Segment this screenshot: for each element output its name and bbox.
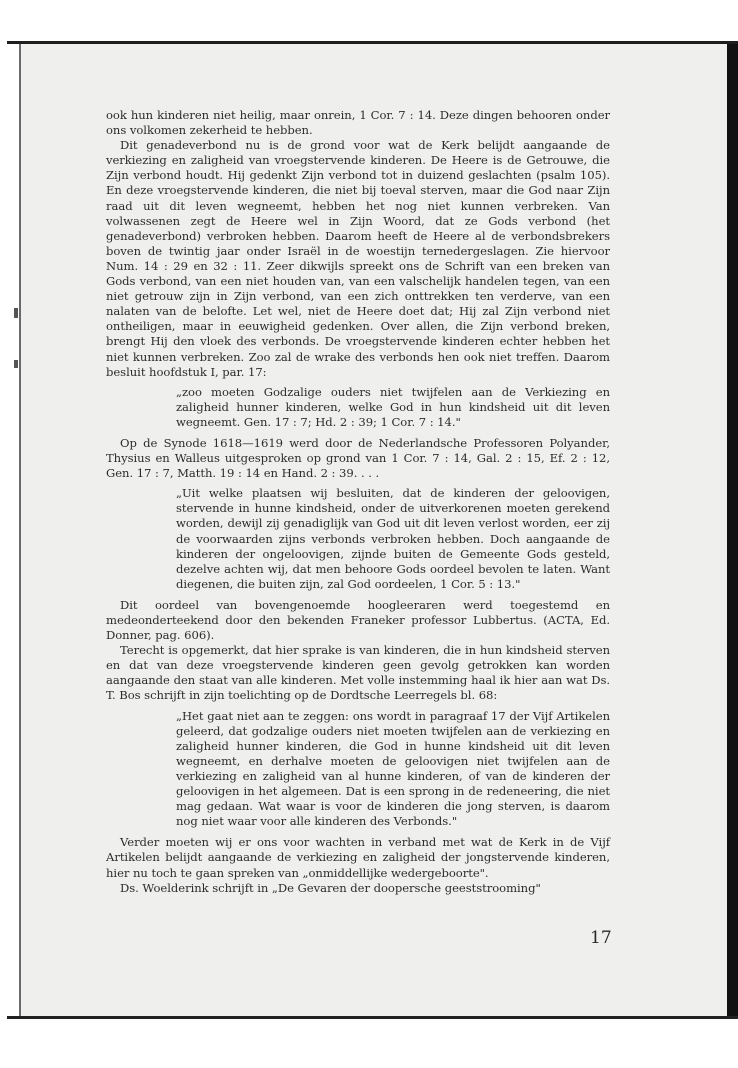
block-quote: „Het gaat niet aan te zeggen: ons wordt in paragraaf 17 der Vijf Artikelen geleerd, dat godzalige ouders niet moeten twijfelen aan de verkiezing en zaligheid hunner kinderen, die God in hunne kindsheid uit dit leven wegneemt, en derhalve moeten de geloovigen niet twijfelen aan de verkiezing en zaligheid van al hunne kinderen, of van de kinderen der geloovigen in het algemeen. Dat is een sprong in de redeneering, die niet mag gedaan. Wat waar is voor de kinderen die jong sterven, is daarom nog niet waar voor alle kinderen des Verbonds." [176,708,610,829]
block-quote: „Uit welke plaatsen wij besluiten, dat de kinderen der geloovigen, stervende in hunne kindsheid, onder de uitverkorenen moeten gerekend worden, dewijl zij genadiglijk van God uit dit leven verlost worden, eer zij de voorwaarden zijns verbonds verbroken hebben. Doch aangaande de kinderen der ongeloovigen, zijnde buiten de Gemeente Gods gesteld, dezelve achten wij, dat men behoore Gods oordeel bevolen te laten. Want diegenen, die buiten zijn, zal God oordeelen, 1 Cor. 5 : 13." [176,486,610,591]
paragraph: Dit oordeel van bovengenoemde hoogleeraren werd toegestemd en medeonderteekend door den bekenden Franeker professor Lubbertus. (ACTA, Ed. Donner, pag. 606). [106,597,610,643]
paragraph: Terecht is opgemerkt, dat hier sprake is van kinderen, die in hun kindsheid sterven en dat van deze vroegstervende kinderen geen gevolg getrokken kan worden aangaande den staat van alle kinderen. Met volle instemming haal ik hier aan wat Ds. T. Bos schrijft in zijn toelichting op de Dordtsche Leerregels bl. 68: [106,643,610,703]
paragraph: ook hun kinderen niet heilig, maar onrein, 1 Cor. 7 : 14. Deze dingen behooren onder ons volkomen zekerheid te hebben. [106,108,610,138]
scan-bottom-edge [7,1016,738,1019]
paragraph: Ds. Woelderink schrijft in „De Gevaren der doopersche geeststrooming" [120,880,541,895]
page-number: 17 [590,928,612,948]
binding-mark [14,360,18,368]
block-quote: „zoo moeten Godzalige ouders niet twijfelen aan de Verkiezing en zaligheid hunner kinderen, welke God in hun kindsheid uit dit leven wegneemt. Gen. 17 : 7; Hd. 2 : 39; 1 Cor. 7 : 14." [176,384,610,429]
paragraph: Op de Synode 1618—1619 werd door de Nederlandsche Professoren Polyander, Thysius en Walleus uitgesproken op grond van 1 Cor. 7 : 14, Gal. 2 : 15, Ef. 2 : 12, Gen. 17 : 7, Matth. 19 : 14 en Hand. 2 : 39. . . . [106,435,610,481]
binding-mark [14,308,18,318]
paragraph: Dit genadeverbond nu is de grond voor wat de Kerk belijdt aangaande de verkiezing en zaligheid van vroegstervende kinderen. De Heere is de Getrouwe, die Zijn verbond houdt. Hij gedenkt Zijn verbond tot in duizend geslachten (psalm 105). En deze vroegstervende kinderen, die niet bij toeval sterven, maar die God naar Zijn raad uit dit leven wegneemt, hebben het nog niet kunnen verbreken. Van volwassenen zegt de Heere wel in Zijn Woord, dat ze Gods verbond (het genadeverbond) verbroken hebben. Daarom heeft de Heere al de verbondsbrekers boven de twintig jaar onder Israël in de woestijn ternedergeslagen. Zie hiervoor Num. 14 : 29 en 32 : 11. Zeer dikwijls spreekt ons de Schrift van een breken van Gods verbond, van een niet houden van, van een valschelijk handelen tegen, van een niet getrouw zijn in Zijn verbond, van een zich onttrekken ten verderve, van een nalaten van de belofte. Let wel, niet de Heere doet dat; Hij zal Zijn verbond niet ontheiligen, maar in eeuwigheid gedenken. Over allen, die Zijn verbond breken, brengt Hij den vloek des verbonds. De vroegstervende kinderen echter hebben het niet kunnen verbreken. Zoo zal de wrake des verbonds hen ook niet treffen. Daarom besluit hoofdstuk I, par. 17: [106,138,610,379]
page-text [106,108,610,896]
scan-right-edge [727,44,738,1019]
paragraph: Verder moeten wij er ons voor wachten in verband met wat de Kerk in de Vijf Artikelen belijdt aangaande de verkiezing en zaligheid der jongstervende kinderen, hier nu toch te gaan spreken van „onmiddellijke wedergeboorte". [106,835,610,880]
